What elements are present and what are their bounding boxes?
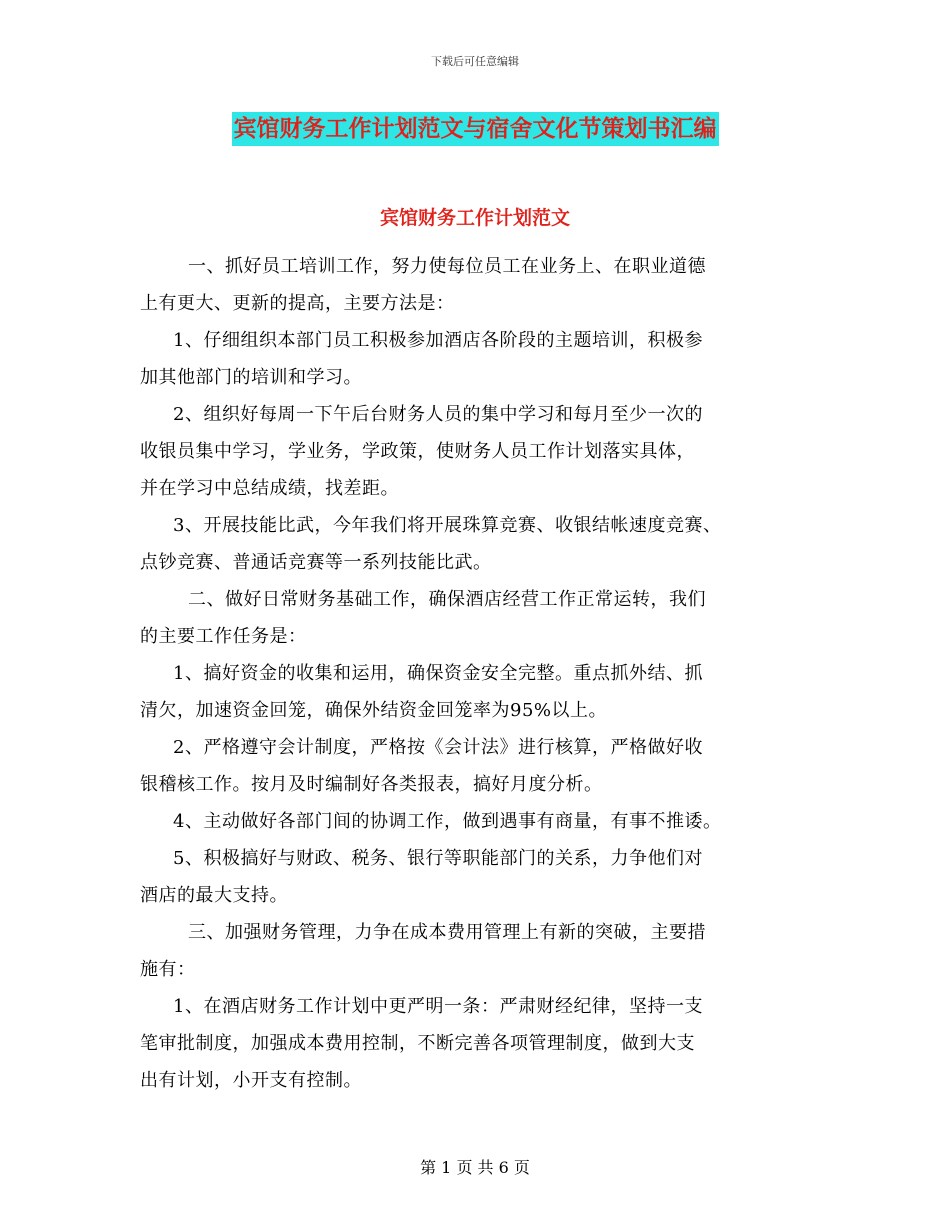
paragraph-line: 2、严格遵守会计制度，严格按《会计法》进行核算，严格做好收: [173, 737, 703, 758]
paragraph-line: 清欠，加速资金回笼，确保外结资金回笼率为95%以上。: [140, 700, 608, 721]
paragraph-line: 出有计划，小开支有控制。: [140, 1070, 362, 1091]
paragraph-1: [140, 248, 830, 322]
paragraph-2: [140, 322, 830, 396]
paragraph-line: 3、开展技能比武，今年我们将开展珠算竞赛、收银结帐速度竞赛、: [173, 515, 722, 536]
paragraph-line: 酒店的最大支持。: [140, 885, 288, 906]
document-title: [0, 110, 950, 143]
paragraph-line: 点钞竞赛、普通话竞赛等一系列技能比武。: [140, 552, 492, 573]
paragraph-line: 银稽核工作。按月及时编制好各类报表，搞好月度分析。: [140, 774, 603, 795]
document-body: [140, 248, 830, 1099]
paragraph-line: 1、搞好资金的收集和运用，确保资金安全完整。重点抓外结、抓: [173, 663, 703, 684]
paragraph-line: 1、在酒店财务工作计划中更严明一条：严肃财经纪律，坚持一支: [173, 996, 703, 1017]
paragraph-3: [140, 396, 830, 507]
section-title: 宾馆财务工作计划范文: [379, 207, 570, 229]
paragraph-8: [140, 803, 830, 840]
paragraph-6: [140, 655, 830, 729]
paragraph-line: 上有更大、更新的提高，主要方法是：: [140, 293, 455, 314]
paragraph-line: 笔审批制度，加强成本费用控制，不断完善各项管理制度，做到大支: [140, 1033, 695, 1054]
paragraph-line: 5、积极搞好与财政、税务、银行等职能部门的关系，力争他们对: [173, 848, 703, 869]
document-title-text: 宾馆财务工作计划范文与宿舍文化节策划书汇编: [232, 112, 719, 146]
page-footer: 第 1 页 共 6 页: [420, 1158, 530, 1177]
paragraph-line: 并在学习中总结成绩，找差距。: [140, 478, 399, 499]
paragraph-line: 二、做好日常财务基础工作，确保酒店经营工作正常运转，我们: [188, 589, 706, 610]
paragraph-4: [140, 507, 830, 581]
paragraph-line: 收银员集中学习，学业务，学政策，使财务人员工作计划落实具体，: [140, 441, 695, 462]
paragraph-line: 加其他部门的培训和学习。: [140, 367, 362, 388]
paragraph-9: [140, 840, 830, 914]
paragraph-5: [140, 581, 830, 655]
paragraph-line: 2、组织好每周一下午后台财务人员的集中学习和每月至少一次的: [173, 404, 703, 425]
header-note: 下载后可任意编辑: [431, 55, 519, 68]
paragraph-line: 一、抓好员工培训工作，努力使每位员工在业务上、在职业道德: [188, 256, 706, 277]
paragraph-11: [140, 988, 830, 1099]
paragraph-line: 三、加强财务管理，力争在成本费用管理上有新的突破，主要措: [188, 922, 706, 943]
paragraph-line: 1、仔细组织本部门员工积极参加酒店各阶段的主题培训，积极参: [173, 330, 703, 351]
paragraph-line: 4、主动做好各部门间的协调工作，做到遇事有商量，有事不推诿。: [173, 811, 722, 832]
paragraph-line: 的主要工作任务是：: [140, 626, 307, 647]
paragraph-line: 施有：: [140, 959, 196, 980]
paragraph-7: [140, 729, 830, 803]
paragraph-10: [140, 914, 830, 988]
